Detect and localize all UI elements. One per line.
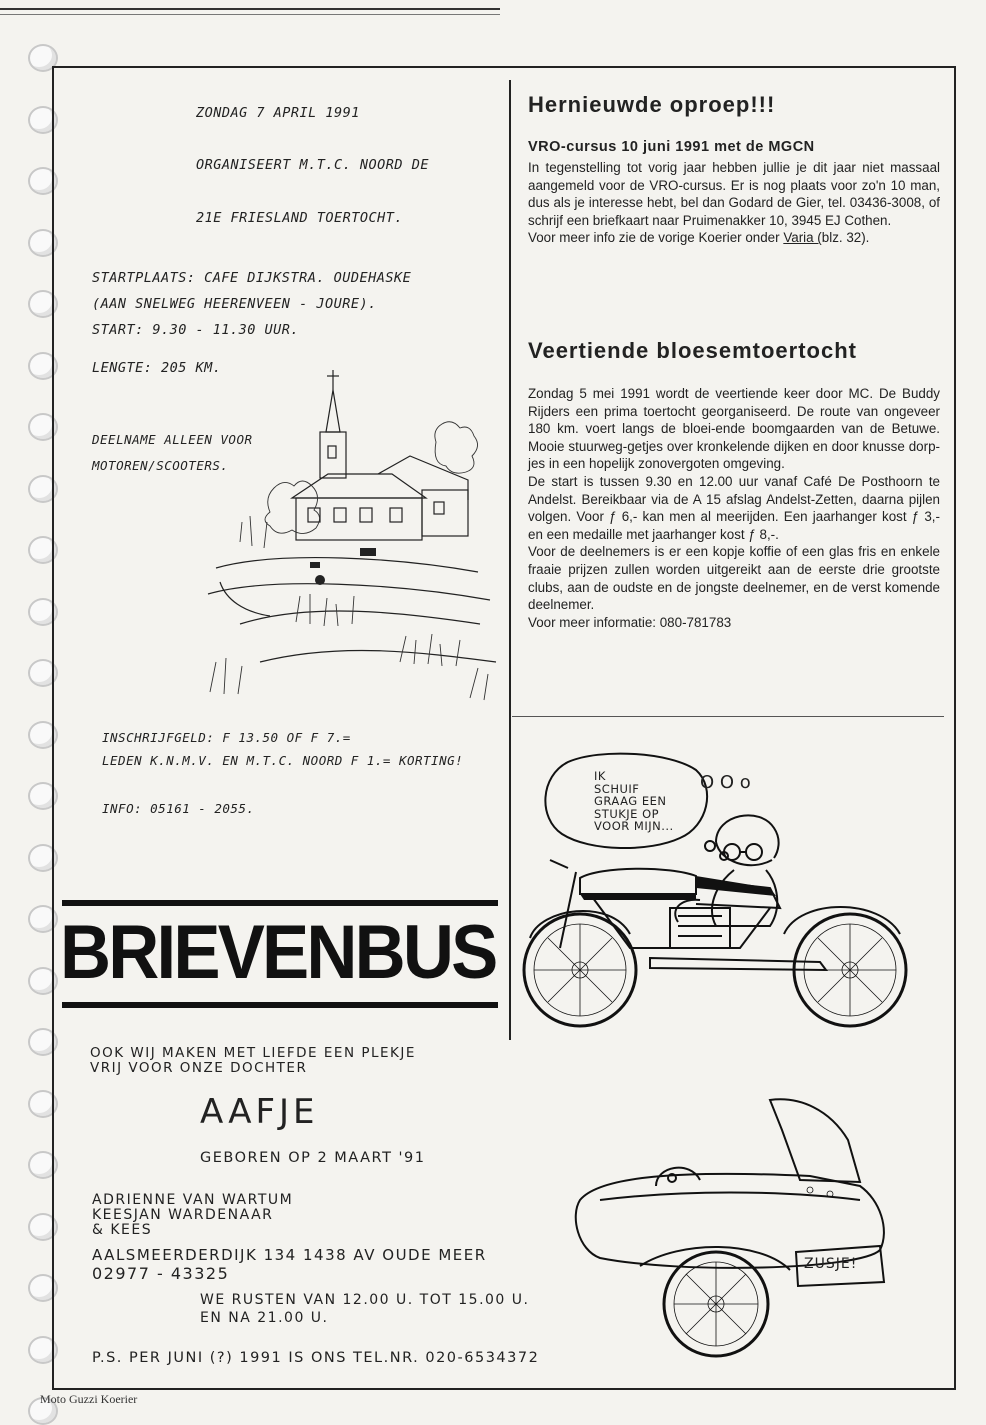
- article-bloesemtoertocht: [528, 385, 940, 631]
- top-rule-thin: [0, 14, 500, 15]
- event-name: 21E FRIESLAND TOERTOCHT.: [196, 210, 404, 226]
- fee-line-2: LEDEN K.N.M.V. EN M.T.C. NOORD F 1.= KORTING!: [102, 753, 464, 768]
- heading-hernieuwde-oproep: Hernieuwde oproep!!!: [528, 92, 776, 117]
- section-divider: [512, 716, 944, 717]
- rest-times-1: WE RUSTEN VAN 12.00 U. TOT 15.00 U.: [200, 1292, 530, 1308]
- bubble-line-1: IK: [594, 769, 606, 783]
- brievenbus-title: BRIEVENBUS: [60, 910, 496, 995]
- bubble-line-2: SCHUIF: [594, 781, 640, 796]
- event-date: ZONDAG 7 APRIL 1991: [196, 105, 360, 121]
- participation-line-2: MOTOREN/SCOOTERS.: [92, 458, 229, 473]
- village-sketch-illustration: [200, 362, 500, 707]
- heading-veertiende-bloesemtoertocht: Veertiende bloesemtoertocht: [528, 338, 857, 363]
- participation-line-1: DEELNAME ALLEEN VOOR: [92, 432, 253, 447]
- fee-line-1: INSCHRIJFGELD: F 13.50 OF F 7.=: [102, 730, 351, 745]
- sidecar-cartoon: [560, 1090, 950, 1370]
- start-route: (AAN SNELWEG HEERENVEEN - JOURE).: [92, 296, 377, 312]
- start-time: START: 9.30 - 11.30 UUR.: [92, 322, 300, 338]
- vro-more-info: Voor meer info zie de vorige Koerier onder: [528, 230, 784, 246]
- address-line-1: AALSMEERDERDIJK 134 1438 AV OUDE MEER: [92, 1246, 487, 1264]
- baby-name: AAFJE: [200, 1092, 319, 1132]
- ps-new-number: P.S. PER JUNI (?) 1991 IS ONS TEL.NR. 020-6534372: [92, 1350, 540, 1366]
- bubble-line-5: VOOR MIJN...: [594, 819, 674, 833]
- bloesem-paragraph-1: Zondag 5 mei 1991 wordt de veertiende keer door MC. De Buddy Rijders een prima toertocht georganiseerd. De route van ongeveer 180 km. voert langs de bloei-ende boomgaarden van de Betuwe. Mooie stuurweg-getjes over kronkelende dijken en door knusse dorp-jes in een hopelijk zonovergoten omgeving.: [528, 386, 940, 472]
- start-place: STARTPLAATS: CAFE DIJKSTRA. OUDEHASKE: [92, 270, 412, 286]
- birth-date: GEBOREN OP 2 MAART '91: [200, 1150, 426, 1166]
- vro-paragraph: In tegenstelling tot vorig jaar hebben jullie je dit jaar niet massaal aangemeld voor de VRO-cursus. Er is nog plaats voor zo'n 10 man, dus als je interesse hebt, bel dan Godard de Gier, tel. 03436-3008, of schrijf een briefkaart naar Pruimenakker 10, 3945 EJ Cothen.: [528, 160, 940, 228]
- subheading-vro-cursus: VRO-cursus 10 juni 1991 met de MGCN: [528, 139, 815, 155]
- bloesem-contact: Voor meer informatie: 080-781783: [528, 614, 732, 630]
- top-rule: [0, 8, 500, 10]
- bubble-line-4: STUKJE OP: [594, 806, 660, 821]
- tour-length: LENGTE: 205 KM.: [92, 360, 222, 376]
- brievenbus-bar-bottom: [62, 1002, 498, 1008]
- article-vro-cursus: [528, 159, 940, 247]
- sidecar-label: ZUSJE!: [804, 1256, 858, 1272]
- vro-page-ref: blz. 32).: [821, 230, 870, 246]
- announcement-line-2: VRIJ VOOR ONZE DOCHTER: [90, 1060, 308, 1076]
- parents-line-3: & KEES: [92, 1222, 153, 1238]
- thought-circles: O O o: [700, 772, 751, 793]
- bubble-line-3: GRAAG EEN: [594, 794, 667, 808]
- phone-number: 02977 - 43325: [92, 1264, 230, 1283]
- varia-reference: Varia (: [783, 230, 822, 246]
- brievenbus-bar-top: [62, 900, 498, 906]
- bloesem-paragraph-2: De start is tussen 9.30 en 12.00 uur vanaf Café De Posthoorn te Andelst. Bereikbaar via de A 15 afslag Andelst-Zetten, daarna pijlen volgen. Voor ƒ 6,- kan men al meerijden. Een jaarhanger kost ƒ 3,- en een medaille met jaarhanger kost ƒ 8,-.: [528, 473, 940, 542]
- thought-bubble-text: [594, 770, 674, 833]
- announcement-line-1: OOK WIJ MAKEN MET LIEFDE EEN PLEKJE: [90, 1045, 416, 1061]
- parents-line-1: ADRIENNE VAN WARTUM: [92, 1192, 294, 1208]
- info-phone: INFO: 05161 - 2055.: [102, 801, 255, 816]
- parents-line-2: KEESJAN WARDENAAR: [92, 1207, 274, 1223]
- column-divider: [509, 80, 511, 1040]
- bloesem-paragraph-3: Voor de deelnemers is er een kopje koffie of een glas fris en enkele fraaie prijzen zullen worden uitgereikt aan de eerste drie grootste clubs, aan de oudste en de jongste deelnemer, en de verst komende deelnemer.: [528, 544, 940, 613]
- footer-publication: Moto Guzzi Koerier: [40, 1392, 138, 1406]
- rest-times-2: EN NA 21.00 U.: [200, 1310, 329, 1326]
- event-organizer: ORGANISEERT M.T.C. NOORD DE: [196, 157, 429, 173]
